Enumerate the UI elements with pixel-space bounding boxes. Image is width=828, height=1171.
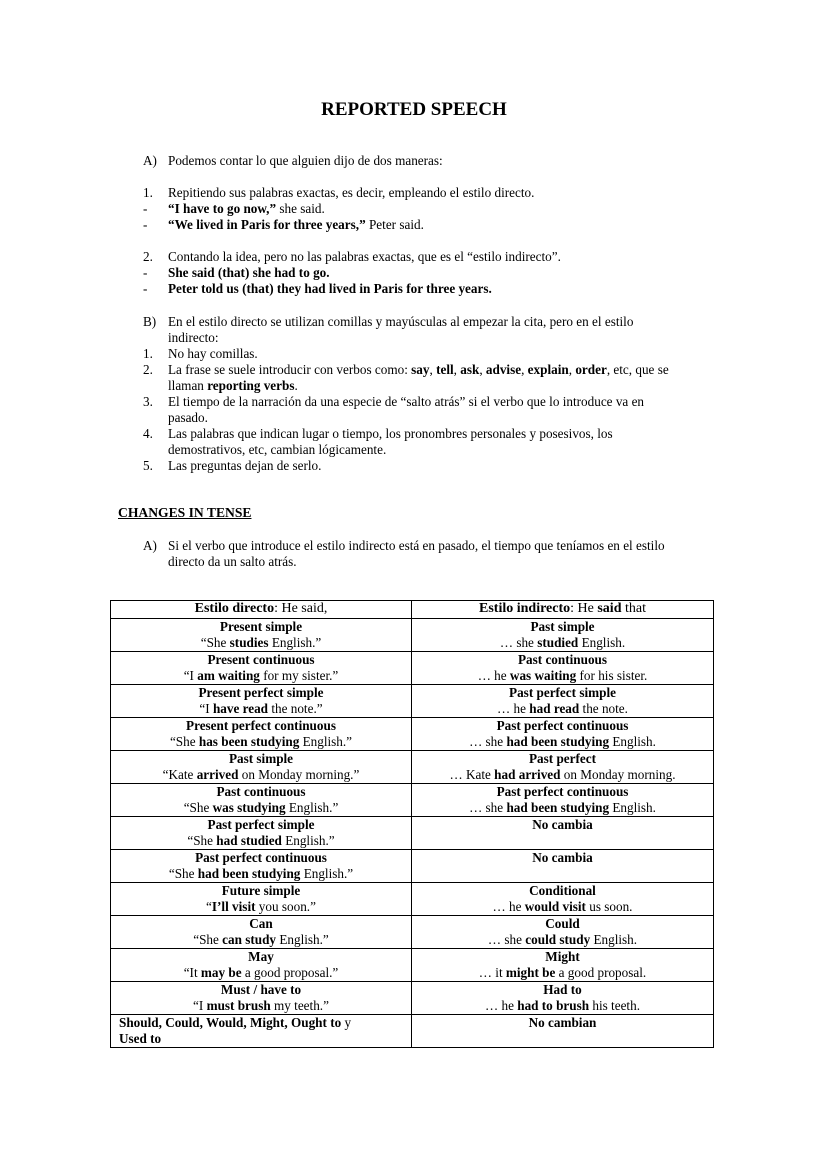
- tense-name: Past perfect: [529, 751, 596, 766]
- example-verb: had been studying: [506, 800, 610, 815]
- example-verb: must brush: [206, 998, 271, 1013]
- cell-indirect: [412, 982, 714, 1015]
- changes-a-marker: A): [143, 538, 157, 553]
- example-pre: “She: [200, 635, 230, 650]
- example-post: a good proposal.”: [241, 965, 339, 980]
- example-post: on Monday morning.: [560, 767, 676, 782]
- header-bold: Estilo indirecto: [479, 601, 571, 616]
- reporting-verbs: reporting verbs: [207, 378, 295, 393]
- example-verb: studies: [229, 635, 269, 650]
- example-pre: “She: [169, 734, 199, 749]
- text: , etc, que se: [606, 362, 669, 377]
- intro-a-marker: A): [143, 153, 157, 168]
- tense-name: Future simple: [221, 883, 301, 898]
- list-text: Repitiendo sus palabras exactas, es decir, empleando el estilo directo.: [168, 185, 535, 200]
- tense-name: Past perfect simple: [509, 685, 616, 700]
- tense-name: Past perfect continuous: [195, 850, 327, 865]
- cell-indirect: [412, 817, 714, 850]
- example-sentence: [414, 899, 711, 915]
- tense-name: Past simple: [228, 751, 294, 766]
- example-pre: “: [206, 899, 212, 914]
- cell-direct: [111, 949, 412, 982]
- cell-direct: [111, 751, 412, 784]
- used-to: Used to: [119, 1031, 162, 1046]
- list-text: Las palabras que indican lugar o tiempo, los pronombres personales y posesivos, los: [168, 426, 613, 441]
- example-pre: “She: [168, 866, 198, 881]
- list-text: El tiempo de la narración da una especie de “salto atrás” si el verbo que lo introduce va en: [168, 394, 645, 409]
- text: .: [294, 378, 298, 393]
- example-sentence: [414, 668, 711, 684]
- header-bold: said: [597, 601, 622, 616]
- example-verb: am waiting: [197, 668, 260, 683]
- point-2-line2: [168, 378, 298, 394]
- header-indirect: [412, 601, 714, 619]
- example-pre: … she: [469, 800, 507, 815]
- table-row: [111, 619, 714, 652]
- example-sentence: [113, 833, 409, 849]
- example-sentence: [414, 734, 711, 750]
- tense-name: No cambia: [532, 817, 593, 832]
- tense-name: Present continuous: [207, 652, 315, 667]
- table-row: [111, 817, 714, 850]
- verb: advise: [485, 362, 522, 377]
- example-verb: was studying: [212, 800, 286, 815]
- cell-direct: [111, 784, 412, 817]
- example-verb: had to brush: [517, 998, 590, 1013]
- example-verb: has been studying: [198, 734, 300, 749]
- cell-indirect: [412, 949, 714, 982]
- example-sentence: [113, 734, 409, 750]
- quote-rest: Peter said.: [365, 217, 424, 232]
- cell-indirect: [412, 685, 714, 718]
- example-pre: “She: [183, 800, 213, 815]
- example-post: us soon.: [585, 899, 633, 914]
- list-marker: 2.: [143, 362, 153, 377]
- table-row: [111, 1015, 714, 1048]
- example-pre: … he: [497, 701, 530, 716]
- list-text: demostrativos, etc, cambian lógicamente.: [168, 442, 387, 457]
- tense-name: Past continuous: [517, 652, 608, 667]
- example-pre: “I: [193, 998, 207, 1013]
- example-sentence: [113, 635, 409, 651]
- example-post: English.: [609, 734, 656, 749]
- example-post: my teeth.”: [270, 998, 329, 1013]
- quote-bold: “I have to go now,”: [168, 201, 277, 216]
- tense-name: No cambian: [528, 1015, 597, 1030]
- list-marker: 3.: [143, 394, 153, 409]
- example-sentence: [414, 998, 711, 1014]
- example-sentence: [113, 701, 409, 717]
- example-post: on Monday morning.”: [238, 767, 360, 782]
- cell-indirect: [412, 619, 714, 652]
- cell-indirect: [412, 718, 714, 751]
- example-pre: … he: [492, 899, 525, 914]
- table-row: [111, 784, 714, 817]
- example-verb: had studied: [216, 833, 282, 848]
- list-marker: 1.: [143, 346, 153, 361]
- example-sentence: [113, 998, 409, 1014]
- cell-direct: [111, 817, 412, 850]
- example-pre: “She: [187, 833, 217, 848]
- example-sentence: [113, 767, 409, 783]
- header-direct: [111, 601, 412, 619]
- example-sentence: [414, 965, 711, 981]
- tense-name: Past perfect continuous: [496, 718, 629, 733]
- tense-name: May: [248, 949, 274, 964]
- dash: -: [143, 281, 148, 296]
- cell-indirect: [412, 916, 714, 949]
- cell-indirect: [412, 850, 714, 883]
- example-post: you soon.”: [255, 899, 316, 914]
- example-pre: “It: [183, 965, 201, 980]
- modal-list-rest: y: [341, 1015, 352, 1030]
- cell-direct: [111, 916, 412, 949]
- table-row: [111, 850, 714, 883]
- example-post: the note.”: [268, 701, 323, 716]
- example-sentence: [414, 767, 711, 783]
- text: La frase se suele introducir con verbos como:: [168, 362, 412, 377]
- example-post: English.”: [285, 800, 339, 815]
- section-b-line2: indirecto:: [168, 330, 219, 345]
- table-row: [111, 751, 714, 784]
- cell-direct: [111, 652, 412, 685]
- tense-name: Might: [545, 949, 580, 964]
- intro-a-text: Podemos contar lo que alguien dijo de dos maneras:: [168, 153, 443, 168]
- example-pre: “I: [199, 701, 213, 716]
- tense-name: Present simple: [219, 619, 303, 634]
- table-row: [111, 652, 714, 685]
- header-text: : He said,: [274, 601, 328, 616]
- example-verb: could study: [525, 932, 591, 947]
- example-post: English.: [590, 932, 638, 947]
- example-sentence: [113, 965, 409, 981]
- cell-direct: [111, 619, 412, 652]
- list-text: No hay comillas.: [168, 346, 258, 361]
- cell-direct: [111, 685, 412, 718]
- header-text: that: [621, 601, 646, 616]
- tense-name: No cambia: [532, 850, 593, 865]
- example-verb: arrived: [196, 767, 239, 782]
- cell-direct: [111, 850, 412, 883]
- example-post: English.”: [300, 866, 354, 881]
- header-text: : He: [570, 601, 598, 616]
- cell-indirect: [412, 751, 714, 784]
- example-verb: studied: [537, 635, 579, 650]
- example-verb: had read: [529, 701, 580, 716]
- section-b-line1: En el estilo directo se utilizan comillas y mayúsculas al empezar la cita, pero en el estilo: [168, 314, 634, 329]
- cell-direct: [111, 718, 412, 751]
- header-bold: Estilo directo: [194, 601, 275, 616]
- example-verb: might be: [505, 965, 556, 980]
- tense-name: Past continuous: [216, 784, 306, 799]
- example-verb: had been studying: [197, 866, 301, 881]
- example-sentence: [414, 635, 711, 651]
- example-pre: … she: [469, 734, 507, 749]
- tense-name: Past perfect continuous: [496, 784, 629, 799]
- example-pre: “Kate: [162, 767, 197, 782]
- example-post: English.”: [268, 635, 322, 650]
- tense-name: Could: [545, 916, 580, 931]
- cell-direct: [111, 1015, 412, 1048]
- quote-bold: She said (that) she had to go.: [168, 265, 330, 280]
- table-row: [111, 685, 714, 718]
- example-post: English.: [578, 635, 626, 650]
- example-verb: would visit: [524, 899, 586, 914]
- table-row: [111, 916, 714, 949]
- example-sentence: [414, 932, 711, 948]
- tense-name: Past perfect simple: [207, 817, 315, 832]
- tense-name: Can: [249, 916, 273, 931]
- example-verb: have read: [212, 701, 269, 716]
- example-post: for my sister.”: [259, 668, 339, 683]
- tense-name: Past simple: [530, 619, 595, 634]
- example-post: English.”: [276, 932, 329, 947]
- list-marker: 4.: [143, 426, 153, 441]
- example-sentence: [414, 701, 711, 717]
- tense-name: Present perfect simple: [198, 685, 324, 700]
- table-row: [111, 718, 714, 751]
- example-pre: “She: [193, 932, 223, 947]
- list-text: Las preguntas dejan de serlo.: [168, 458, 322, 473]
- example-pre: “I: [183, 668, 198, 683]
- cell-indirect: [412, 784, 714, 817]
- modal-list: Should, Could, Would, Might, Ought to: [119, 1015, 342, 1030]
- cell-indirect: [412, 883, 714, 916]
- verb: tell: [436, 362, 454, 377]
- changes-a-line2: directo da un salto atrás.: [168, 554, 297, 569]
- cell-direct: [111, 883, 412, 916]
- example-pre: … she: [499, 635, 538, 650]
- example-verb: I’ll visit: [211, 899, 256, 914]
- text: llaman: [168, 378, 208, 393]
- cell-indirect: [412, 652, 714, 685]
- example-post: for his sister.: [576, 668, 648, 683]
- verb: explain: [527, 362, 569, 377]
- example-sentence: [113, 932, 409, 948]
- example-verb: had arrived: [494, 767, 561, 782]
- quote-bold: “We lived in Paris for three years,”: [168, 217, 366, 232]
- example-post: his teeth.: [589, 998, 640, 1013]
- table-row: [111, 949, 714, 982]
- list-marker: 2.: [143, 249, 153, 264]
- example-post: a good proposal.: [555, 965, 647, 980]
- dash: -: [143, 265, 148, 280]
- section-b-marker: B): [143, 314, 157, 329]
- tense-name: Present perfect continuous: [186, 718, 336, 733]
- page-title: REPORTED SPEECH: [321, 99, 507, 120]
- example-sentence: [113, 866, 409, 882]
- quote-rest: she said.: [276, 201, 325, 216]
- dash: -: [143, 217, 148, 232]
- tense-table: [110, 600, 714, 1048]
- example-post: English.”: [299, 734, 353, 749]
- example-sentence: [113, 800, 409, 816]
- example-pre: … Kate: [449, 767, 495, 782]
- verb: ask: [460, 362, 480, 377]
- cell-indirect: [412, 1015, 714, 1048]
- list-marker: 5.: [143, 458, 153, 473]
- example-pre: … he: [477, 668, 510, 683]
- list-marker: 1.: [143, 185, 153, 200]
- example-verb: can study: [222, 932, 277, 947]
- example-sentence: [113, 668, 409, 684]
- verb: order: [575, 362, 607, 377]
- example-sentence: [113, 899, 409, 915]
- example-pre: … he: [485, 998, 518, 1013]
- example-post: the note.: [579, 701, 628, 716]
- example-verb: was waiting: [509, 668, 577, 683]
- tense-name: Had to: [543, 982, 582, 997]
- table-row: [111, 883, 714, 916]
- cell-direct: [111, 982, 412, 1015]
- list-text: pasado.: [168, 410, 208, 425]
- example-pre: … it: [478, 965, 506, 980]
- table-row: [111, 982, 714, 1015]
- example-sentence: [414, 800, 711, 816]
- example-pre: … she: [487, 932, 526, 947]
- table-header-row: [111, 601, 714, 619]
- document-page: REPORTED SPEECH A) Podemos contar lo que alguien dijo de dos maneras: 1. Repitiendo sus palabras exactas, es decir, empleando el estilo directo. - “I have to go now,” she said. - “We lived in Paris for three years,” Peter said. 2. Contando la idea, pero no las palabras exactas, que es el “estilo indirecto”. - She said (that) she had to go. - Peter told us (that) they had lived in Paris for three years. B) En el estilo directo se utilizan comillas y mayúsculas al empezar la cita, pero en el estilo indirecto: 1. No hay comillas. 2. La frase se suele introducir con verbos como: say, tell, ask, advise, explain, order, etc, que se llaman reporting verbs. 3. El tiempo de la narración da una especie de “salto atrás” si el verbo que lo introduce va en pasado. 4. Las palabras que indican lugar o tiempo, los pronombres personales y posesivos, los demostrativos, etc, cambian lógicamente. 5. Las preguntas dejan de serlo. CHANGES IN TENSE A) Si el verbo que introduce el estilo indirecto está en pasado, el tiempo que teníamos en el estilo directo da un salto atrás. Estilo directo: He said, Estilo indirecto: He said that Present simple “She studies English.” Past simple … she studied English. Present continuous “I am waiting for my sister.” Past continuous … he was waiting for his sister. Present perfect simple “I have read the note.” Past perfect simple … he had read the note. Present perfect continuous “She has been studying English.” Past perfect continuous … she had been studying English. Past simple “Kate arrived on Monday morning.” Past perfect … Kate had arrived on Monday morning. Past continuous “She was studying English.” Past perfect continuous … she had been studying English. Past perfect simple “She had studied English.” No cambia Past perfect continuous “She had been studying English.” No cambia Future simple “I’ll visit you soon.” Conditional … he would visit us soon. Can “She can study English.” Could … she could study English. May “It may be a good proposal.” Might … it might be a good proposal. Must / have to “I must brush my teeth.” Had to … he had to brush his teeth. Should, Could, Would, Might, Ought to y Used to No cambian: [0, 0, 828, 1171]
- example-verb: had been studying: [506, 734, 610, 749]
- example-verb: may be: [200, 965, 242, 980]
- verb: say: [411, 362, 430, 377]
- example-post: English.”: [281, 833, 335, 848]
- tense-name: Must / have to: [220, 982, 302, 997]
- example-post: English.: [609, 800, 656, 815]
- section-heading: CHANGES IN TENSE: [118, 505, 252, 520]
- list-text: Contando la idea, pero no las palabras exactas, que es el “estilo indirecto”.: [168, 249, 561, 264]
- dash: -: [143, 201, 148, 216]
- changes-a-line1: Si el verbo que introduce el estilo indirecto está en pasado, el tiempo que teníamos en el estilo: [168, 538, 665, 553]
- quote-bold: Peter told us (that) they had lived in Paris for three years.: [168, 281, 492, 296]
- tense-name: Conditional: [529, 883, 596, 898]
